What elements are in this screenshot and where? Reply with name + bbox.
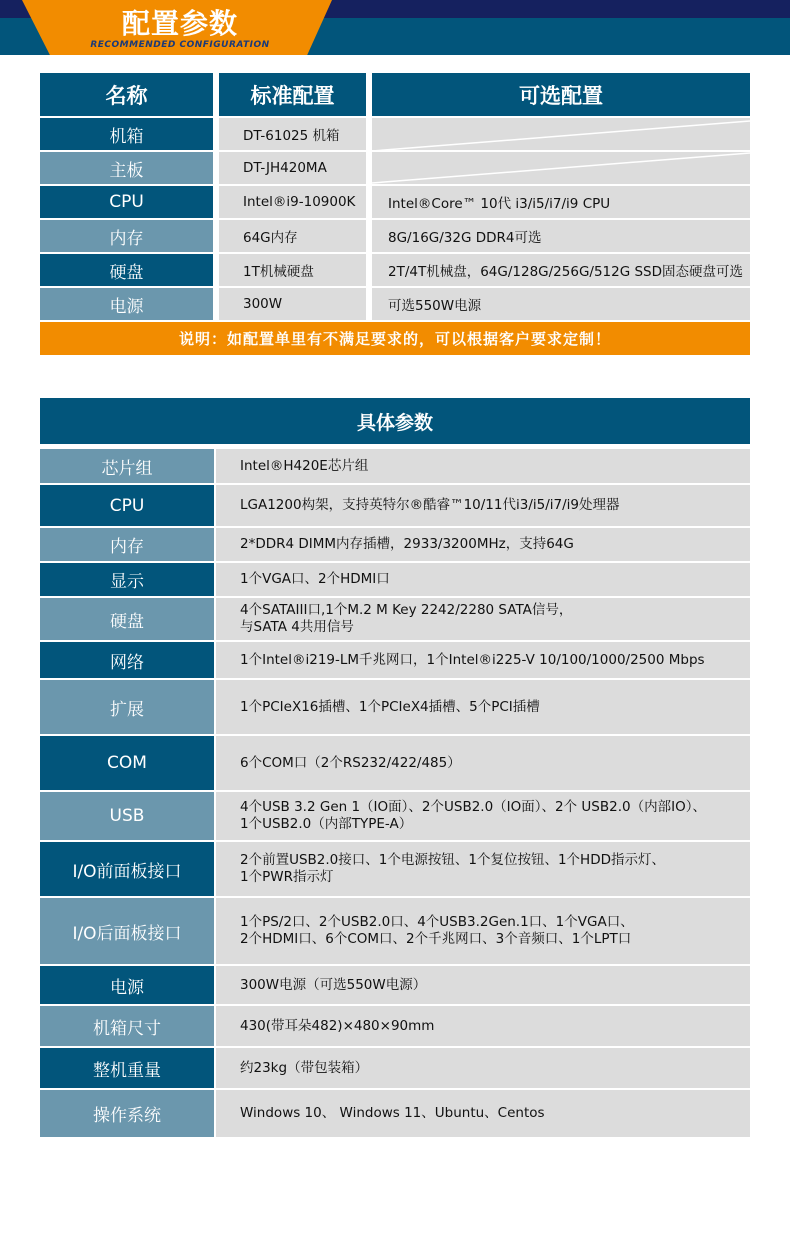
config-row-name: 机箱 [40,118,213,150]
config-row-standard: DT-61025 机箱 [219,118,366,150]
spec-row-value: 1个Intel®i219-LM千兆网口，1个Intel®i225-V 10/100/1000/2500 Mbps [216,642,750,678]
config-row-standard: DT-JH420MA [219,152,366,184]
config-row-standard: 300W [219,288,366,320]
config-row-standard: Intel®i9-10900K [219,186,366,218]
spec-row-name: 扩展 [40,680,214,734]
spec-row-name: 显示 [40,563,214,596]
empty-cell-slashes [372,118,750,184]
config-header-name: 名称 [40,73,213,116]
spec-row-value: 4个SATAIII口,1个M.2 M Key 2242/2280 SATA信号， 与SATA 4共用信号 [216,598,750,640]
config-note: 说明：如配置单里有不满足要求的，可以根据客户要求定制！ [40,322,750,355]
spec-row-value: LGA1200构架，支持英特尔®酷睿™10/11代i3/i5/i7/i9处理器 [216,485,750,526]
spec-row-value: 430(带耳朵482)×480×90mm [216,1006,750,1046]
config-row-name: 硬盘 [40,254,213,286]
config-header-optional: 可选配置 [372,73,750,116]
spec-row-name: 操作系统 [40,1090,214,1137]
spec-row-name: I/O后面板接口 [40,898,214,964]
spec-row-name: 整机重量 [40,1048,214,1088]
spec-row-name: USB [40,792,214,840]
config-row-optional: 2T/4T机械盘，64G/128G/256G/512G SSD固态硬盘可选 [372,254,750,286]
spec-row-name: 机箱尺寸 [40,1006,214,1046]
config-row-optional: 可选550W电源 [372,288,750,320]
config-row-standard: 1T机械硬盘 [219,254,366,286]
spec-row-name: 电源 [40,966,214,1004]
spec-row-name: I/O前面板接口 [40,842,214,896]
spec-row-value: 300W电源（可选550W电源） [216,966,750,1004]
spec-row-value: 约23kg（带包装箱） [216,1048,750,1088]
spec-row-value: 2*DDR4 DIMM内存插槽，2933/3200MHz，支持64G [216,528,750,561]
config-row-optional: 8G/16G/32G DDR4可选 [372,220,750,252]
config-header-standard: 标准配置 [219,73,366,116]
spec-row-name: 芯片组 [40,449,214,483]
spec-row-name: 内存 [40,528,214,561]
config-row-name: 主板 [40,152,213,184]
config-row-optional: Intel®Core™ 10代 i3/i5/i7/i9 CPU [372,186,750,218]
specs-title: 具体参数 [40,398,750,444]
page-subtitle: RECOMMENDED CONFIGURATION [90,40,270,50]
config-row-standard: 64G内存 [219,220,366,252]
page-title: 配置参数 [121,7,238,40]
spec-row-name: CPU [40,485,214,526]
spec-row-value: 6个COM口（2个RS232/422/485） [216,736,750,790]
spec-row-value: 1个PCIeX16插槽、1个PCIeX4插槽、5个PCI插槽 [216,680,750,734]
spec-row-name: COM [40,736,214,790]
spec-row-value: 4个USB 3.2 Gen 1（IO面）、2个USB2.0（IO面）、2个 USB2.0（内部IO）、 1个USB2.0（内部TYPE-A） [216,792,750,840]
spec-row-value: 1个PS/2口、2个USB2.0口、4个USB3.2Gen.1口、1个VGA口、 2个HDMI口、6个COM口、2个千兆网口、3个音频口、1个LPT口 [216,898,750,964]
config-row-name: CPU [40,186,213,218]
spec-row-value: Windows 10、 Windows 11、Ubuntu、Centos [216,1090,750,1137]
spec-row-value: 2个前置USB2.0接口、1个电源按钮、1个复位按钮、1个HDD指示灯、 1个PWR指示灯 [216,842,750,896]
config-row-name: 内存 [40,220,213,252]
config-row-name: 电源 [40,288,213,320]
spec-row-value: 1个VGA口、2个HDMI口 [216,563,750,596]
spec-row-value: Intel®H420E芯片组 [216,449,750,483]
spec-row-name: 网络 [40,642,214,678]
spec-row-name: 硬盘 [40,598,214,640]
